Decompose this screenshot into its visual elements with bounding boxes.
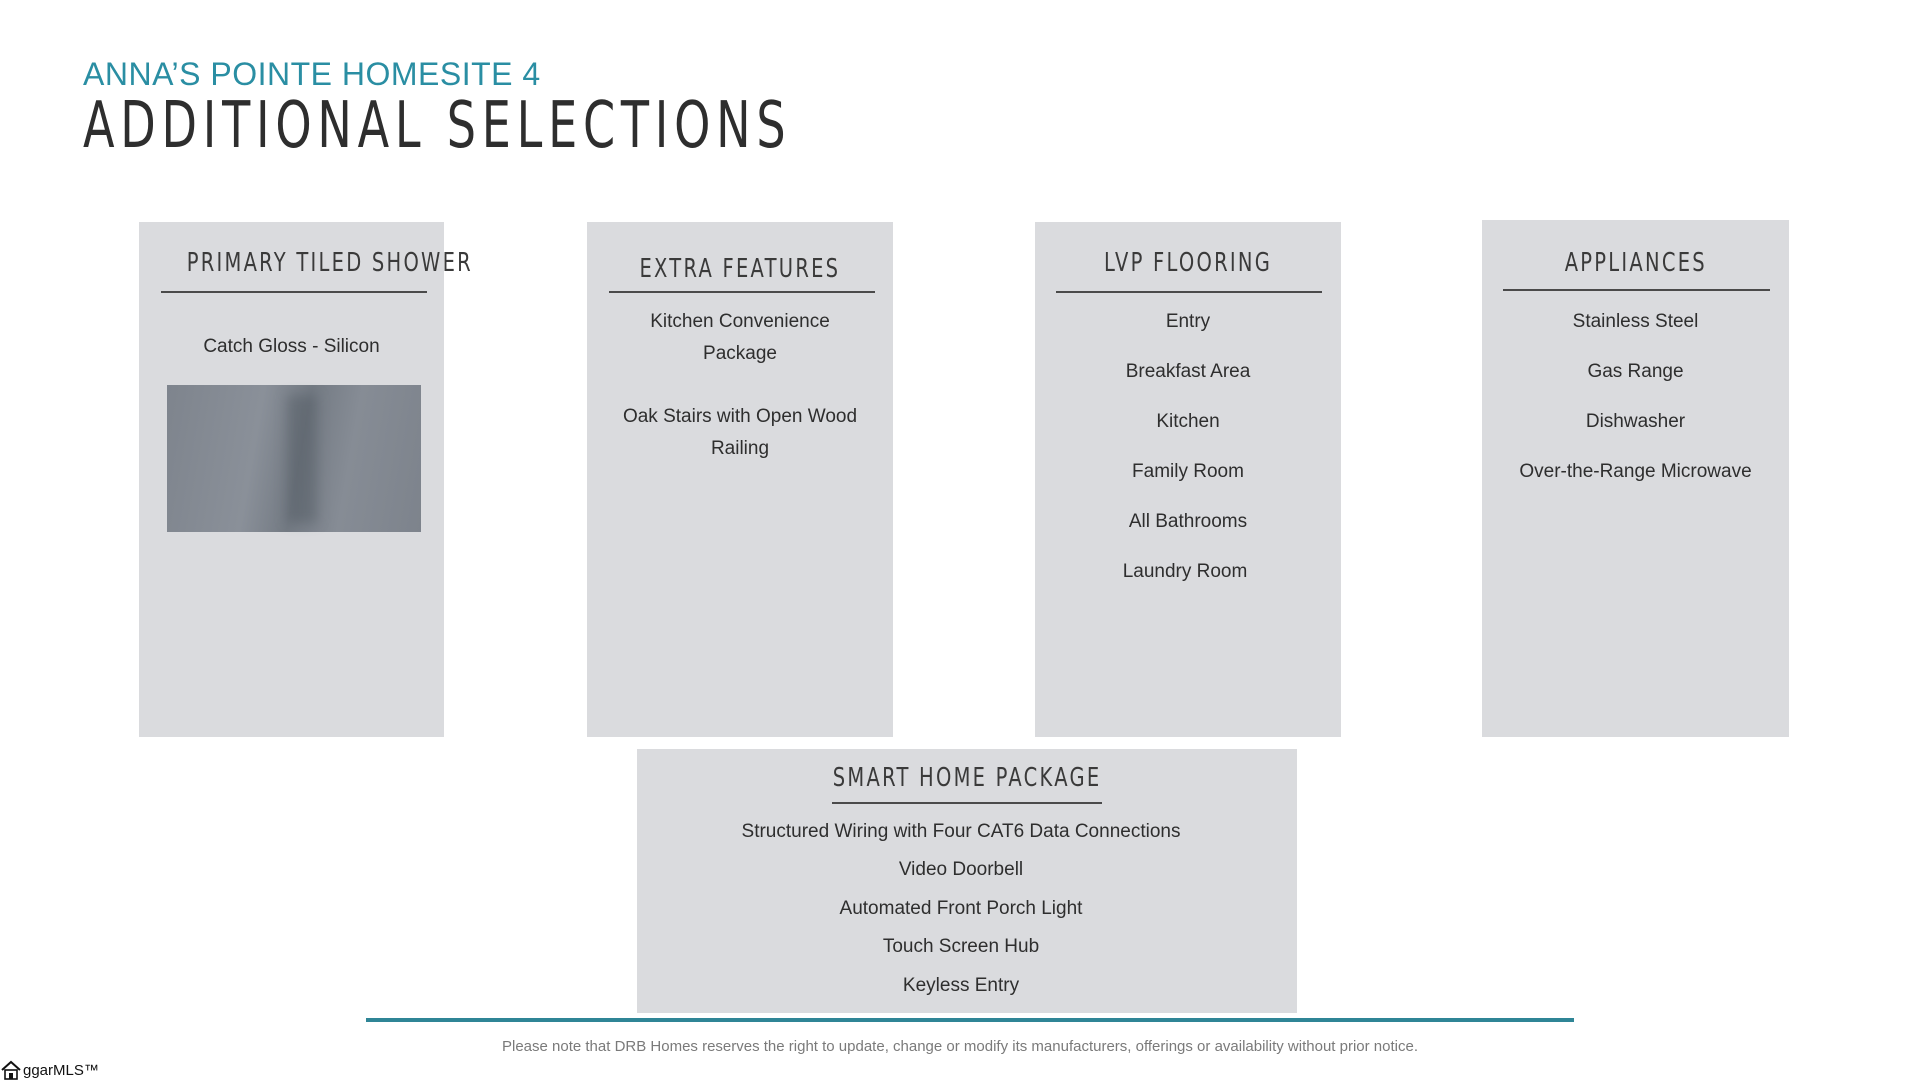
- appliance-item: Stainless Steel: [1572, 311, 1699, 332]
- disclaimer-note: Please note that DRB Homes reserves the right to update, change or modify its manufacturers, offerings or availability without prior notice.: [501, 1038, 1418, 1055]
- card-heading: LVP FLOORING: [1103, 248, 1273, 278]
- flooring-item: Family Room: [1132, 461, 1244, 482]
- card-heading: PRIMARY TILED SHOWER: [186, 248, 473, 278]
- card-heading-rule: [1056, 291, 1322, 293]
- flooring-item: Entry: [1165, 311, 1211, 332]
- card-heading: EXTRA FEATURES: [639, 254, 841, 284]
- card-extra-features: [587, 222, 893, 737]
- card-heading-rule: [832, 802, 1102, 804]
- flooring-item: All Bathrooms: [1128, 511, 1248, 532]
- card-heading: APPLIANCES: [1564, 248, 1707, 278]
- card-heading-rule: [161, 291, 427, 293]
- flooring-item: Breakfast Area: [1125, 361, 1251, 382]
- shower-item-tile: Catch Gloss - Silicon: [203, 336, 380, 357]
- appliance-item: Dishwasher: [1585, 411, 1686, 432]
- smart-home-item: Automated Front Porch Light: [839, 898, 1083, 919]
- page-title: ADDITIONAL SELECTIONS: [83, 89, 792, 163]
- logo-text: ggarMLS™: [23, 1061, 99, 1079]
- flooring-item: Laundry Room: [1122, 561, 1248, 582]
- smart-home-item: Touch Screen Hub: [882, 936, 1040, 957]
- card-smart-home-package: [637, 749, 1297, 1013]
- card-heading-rule: [1503, 289, 1770, 291]
- footer-divider: [366, 1018, 1574, 1022]
- tile-swatch-image: [167, 385, 421, 532]
- extra-item-line: Package: [703, 343, 777, 364]
- card-heading: SMART HOME PACKAGE: [832, 763, 1102, 793]
- card-appliances: [1482, 220, 1789, 737]
- mls-logo: [0, 1060, 99, 1080]
- card-heading-rule: [609, 291, 875, 293]
- card-primary-tiled-shower: [139, 222, 473, 737]
- house-icon: [0, 1060, 22, 1080]
- smart-home-item: Keyless Entry: [902, 975, 1020, 996]
- appliance-item: Gas Range: [1587, 361, 1684, 382]
- extra-item-line: Oak Stairs with Open Wood: [622, 406, 858, 427]
- extra-item-line: Kitchen Convenience: [650, 311, 830, 332]
- card-lvp-flooring: [1035, 222, 1341, 737]
- extra-item-line: Railing: [710, 438, 770, 459]
- flooring-item: Kitchen: [1156, 411, 1220, 432]
- appliance-item: Over-the-Range Microwave: [1519, 461, 1752, 482]
- smart-home-item: Video Doorbell: [898, 859, 1024, 880]
- homesite-subtitle: ANNA’S POINTE HOMESITE 4: [83, 56, 541, 92]
- smart-home-item: Structured Wiring with Four CAT6 Data Connections: [741, 821, 1181, 842]
